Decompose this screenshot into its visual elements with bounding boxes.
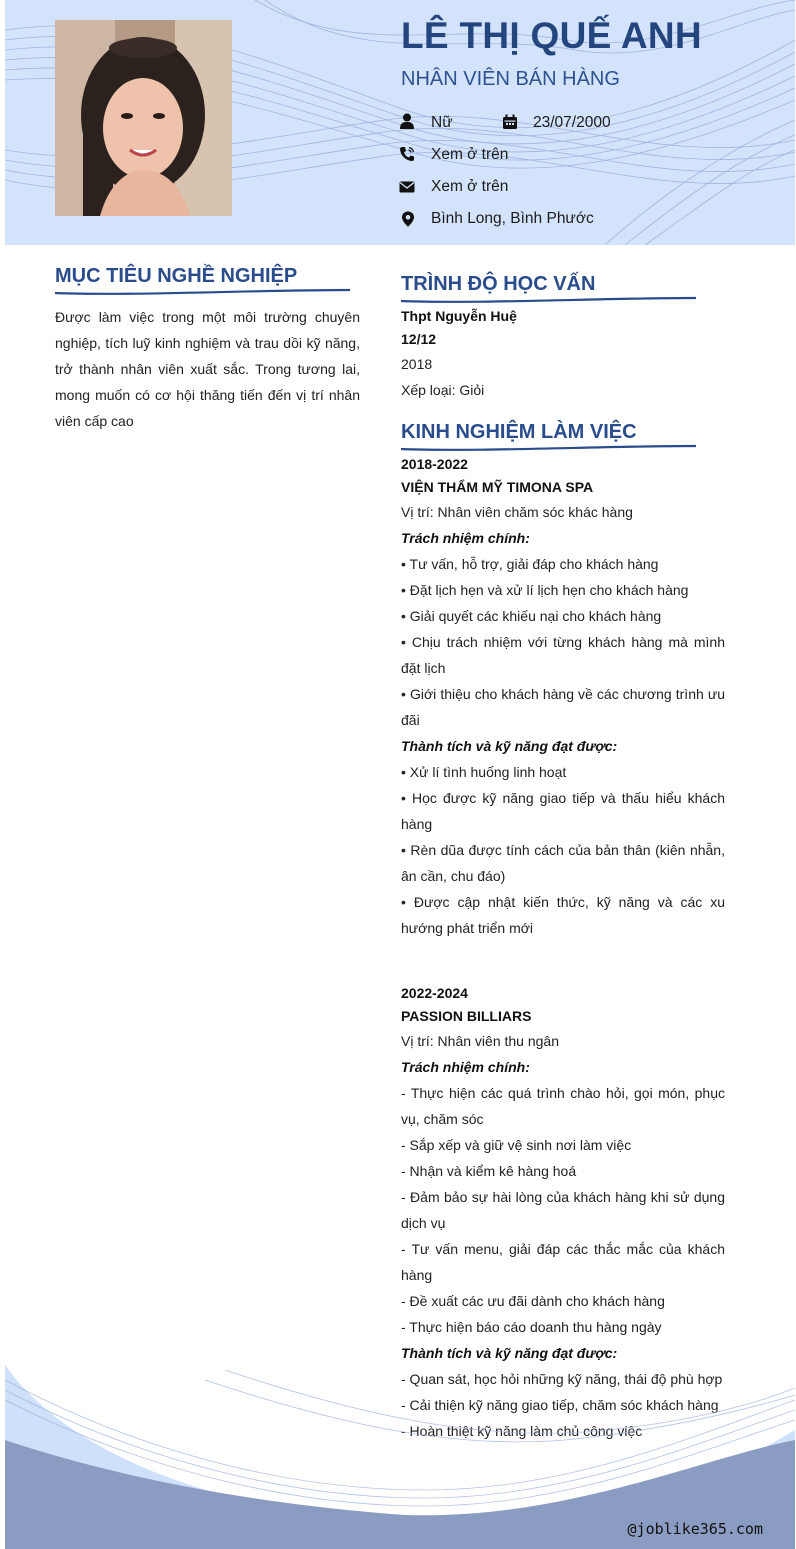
job-period: 2018-2022 bbox=[401, 456, 468, 472]
objective-heading: MỤC TIÊU NGHỀ NGHIỆP bbox=[55, 265, 298, 287]
profile-photo bbox=[55, 20, 232, 216]
job-duty: - Nhận và kiểm kê hàng hoá bbox=[401, 1163, 577, 1179]
education-grade: 12/12 bbox=[401, 331, 437, 347]
email-value: Xem ở trên bbox=[431, 178, 509, 195]
job-achievement: • Học được kỹ năng giao tiếp và thấu hiểu khách hàng bbox=[401, 790, 725, 832]
job-period: 2022-2024 bbox=[401, 985, 468, 1001]
job-duties-label: Trách nhiệm chính: bbox=[401, 1059, 530, 1075]
job-duty: - Đảm bảo sự hài lòng của khách hàng khi sử dụng dịch vụ bbox=[401, 1189, 725, 1231]
job-achievements-label: Thành tích và kỹ năng đạt được: bbox=[401, 1345, 618, 1361]
user-icon bbox=[399, 113, 415, 129]
job-duty: - Thực hiện các quá trình chào hỏi, gọi món, phục vụ, chăm sóc bbox=[401, 1085, 725, 1127]
job-position: Vị trí: Nhân viên thu ngân bbox=[401, 1033, 559, 1049]
job-duty: - Sắp xếp và giữ vệ sinh nơi làm việc bbox=[401, 1137, 632, 1153]
job-entry bbox=[401, 453, 725, 941]
education-rank: Xếp loại: Giỏi bbox=[401, 382, 485, 398]
job-duty: • Đặt lịch hẹn và xử lí lịch hẹn cho khách hàng bbox=[401, 582, 689, 598]
job-duty: • Giải quyết các khiếu nại cho khách hàng bbox=[401, 608, 662, 624]
job-achievement: • Được cập nhật kiến thức, kỹ năng và các xu hướng phát triển mới bbox=[401, 894, 725, 936]
education-block bbox=[401, 305, 725, 403]
job-achievements-label: Thành tích và kỹ năng đạt được: bbox=[401, 738, 618, 754]
footer-wave-decoration bbox=[5, 1340, 795, 1549]
watermark: @joblike365.com bbox=[627, 1520, 763, 1538]
job-duty: - Tư vấn menu, giải đáp các thắc mắc của khách hàng bbox=[401, 1241, 725, 1283]
education-underline bbox=[401, 295, 701, 305]
education-heading: TRÌNH ĐỘ HỌC VẤN bbox=[401, 273, 596, 295]
birthdate-value: 23/07/2000 bbox=[533, 114, 611, 131]
job-duty: • Giới thiệu cho khách hàng về các chương trình ưu đãi bbox=[401, 686, 725, 728]
job-duty: - Thực hiện báo cáo doanh thu hàng ngày bbox=[401, 1319, 662, 1335]
job-position: Vị trí: Nhân viên chăm sóc khác hàng bbox=[401, 504, 633, 520]
job-achievement: • Xử lí tình huống linh hoạt bbox=[401, 764, 567, 780]
job-achievement: - Cải thiện kỹ năng giao tiếp, chăm sóc khách hàng bbox=[401, 1397, 719, 1413]
education-school: Thpt Nguyễn Huệ bbox=[401, 308, 517, 324]
job-duty: • Chịu trách nhiệm với từng khách hàng mà mình đặt lịch bbox=[401, 634, 725, 676]
education-year: 2018 bbox=[401, 356, 433, 372]
calendar-icon bbox=[502, 114, 518, 130]
phone-value: Xem ở trên bbox=[431, 146, 509, 163]
job-achievement: • Rèn dũa được tính cách của bản thân (kiên nhẫn, ân cần, chu đáo) bbox=[401, 842, 725, 884]
job-title: NHÂN VIÊN BÁN HÀNG bbox=[401, 68, 620, 90]
experience-heading: KINH NGHIỆM LÀM VIỆC bbox=[401, 421, 637, 443]
job-duties-label: Trách nhiệm chính: bbox=[401, 530, 530, 546]
job-duty: - Đề xuất các ưu đãi dành cho khách hàng bbox=[401, 1293, 665, 1309]
header bbox=[5, 0, 795, 245]
job-company: PASSION BILLIARS bbox=[401, 1008, 532, 1024]
job-duty: • Tư vấn, hỗ trợ, giải đáp cho khách hàng bbox=[401, 556, 659, 572]
job-achievement: - Quan sát, học hỏi những kỹ năng, thái độ phù hợp bbox=[401, 1371, 723, 1387]
address-value: Bình Long, Bình Phước bbox=[431, 210, 594, 227]
objective-text: Được làm việc trong một môi trường chuyên nghiệp, tích luỹ kinh nghiệm và trau dồi kỹ năng, trở thành nhân viên xuất sắc. Trong tương lai, mong muốn có cơ hội thăng tiến đến vị trí nhân viên cấp cao bbox=[55, 309, 360, 429]
candidate-name: LÊ THỊ QUẾ ANH bbox=[401, 15, 702, 56]
experience-underline bbox=[401, 443, 701, 453]
map-pin-icon bbox=[400, 211, 416, 227]
resume-page bbox=[5, 0, 795, 1549]
phone-icon bbox=[399, 146, 415, 162]
envelope-icon bbox=[399, 179, 415, 195]
job-achievement: - Hoàn thiệt kỹ năng làm chủ công việc bbox=[401, 1423, 643, 1439]
objective-underline bbox=[55, 287, 355, 297]
gender-value: Nữ bbox=[431, 114, 453, 131]
job-company: VIỆN THẨM MỸ TIMONA SPA bbox=[401, 479, 594, 495]
